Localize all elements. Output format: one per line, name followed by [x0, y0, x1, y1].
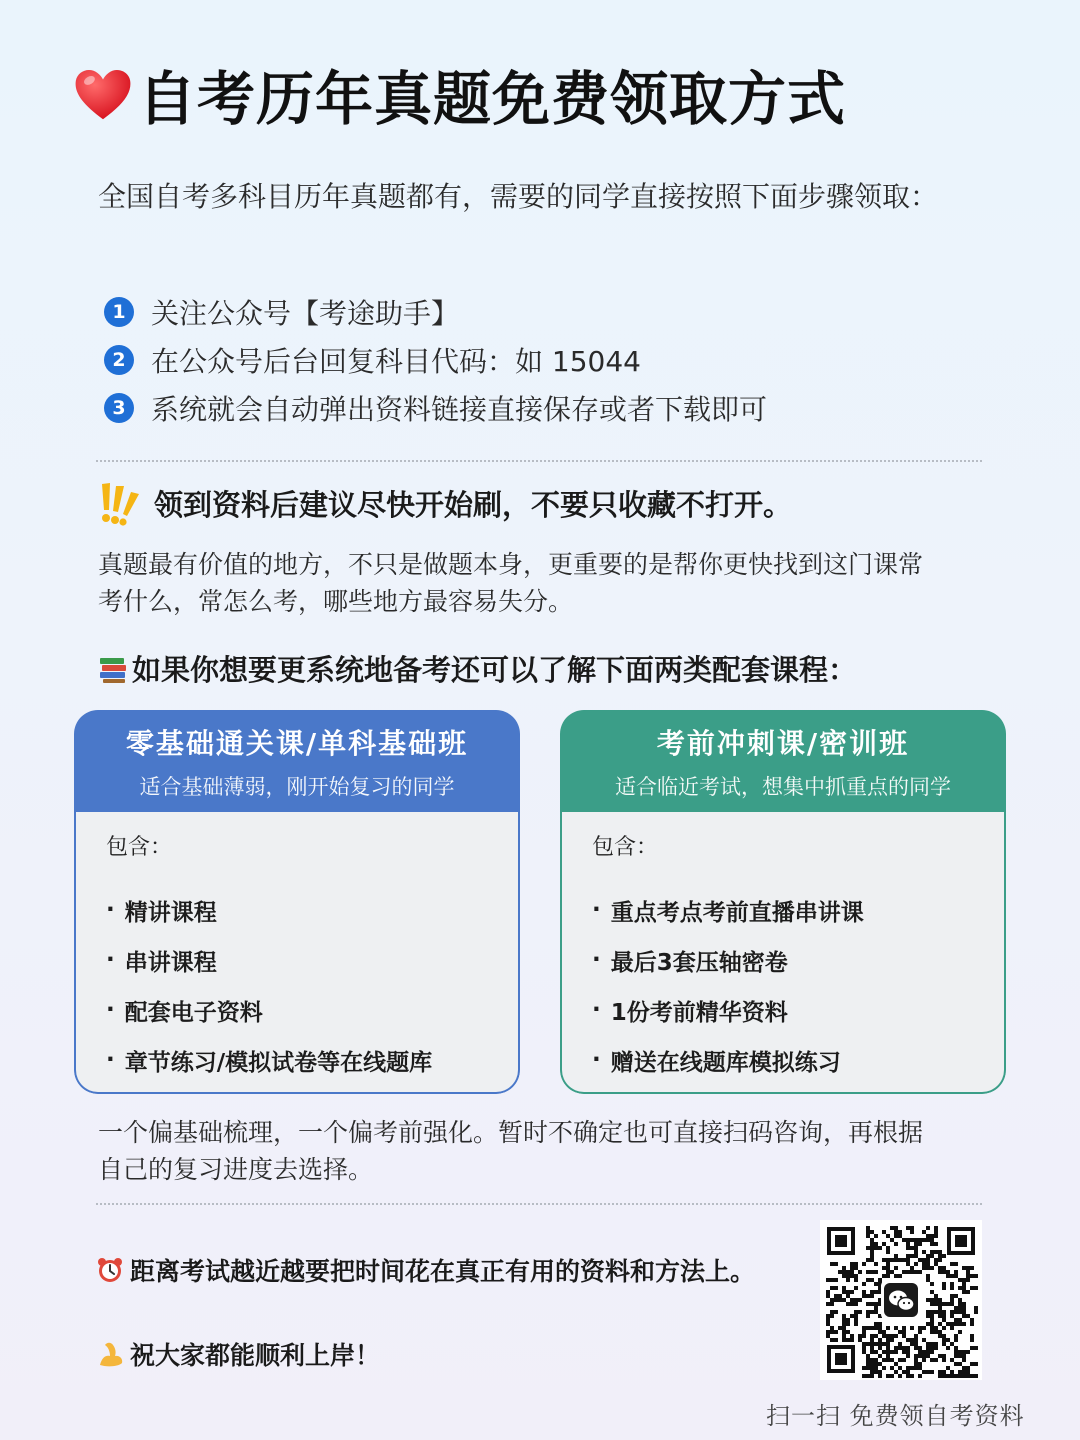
books-icon: [98, 654, 128, 684]
includes-label: 包含：: [592, 835, 659, 860]
card-item-text: 赠送在线题库模拟练习: [610, 1049, 841, 1076]
step-text: 系统就会自动弹出资料链接直接保存或者下载即可: [151, 393, 768, 426]
card-title: 零基础通关课/单科基础班: [125, 726, 469, 760]
card-list-item: · 配套电子资料: [106, 985, 518, 1035]
steps-list: [104, 288, 767, 432]
dotted-divider: [96, 1203, 982, 1205]
tip-heading: 领到资料后建议尽快开始刷，不要只收藏不打开。: [154, 487, 793, 522]
tip-heading-row: [98, 480, 792, 526]
dotted-divider: [96, 460, 982, 462]
card-list-item: · 章节练习/模拟试卷等在线题库: [106, 1035, 518, 1085]
qr-code[interactable]: [820, 1220, 982, 1380]
qr-code-pattern: [820, 1220, 982, 1380]
qr-caption: 扫一扫 免费领自考资料: [766, 1402, 1025, 1430]
title-row: [72, 52, 846, 136]
card-header: [74, 710, 520, 812]
includes-label: 包含：: [106, 835, 173, 860]
card-subtitle: 适合基础薄弱，刚开始复习的同学: [139, 774, 455, 799]
course-card-sprint[interactable]: [560, 710, 1006, 1094]
closing-text-1: 距离考试越近越要把时间花在真正有用的资料和方法上。: [130, 1257, 756, 1286]
step-item: [104, 384, 767, 432]
card-item-text: 精讲课程: [124, 899, 217, 926]
course-heading-row: [98, 648, 857, 689]
card-title: 考前冲刺课/密训班: [656, 726, 910, 760]
step-text: 关注公众号【考途助手】: [151, 297, 460, 330]
course-card-basic[interactable]: [74, 710, 520, 1094]
card-header: [560, 710, 1006, 812]
closing-row-2: [96, 1336, 380, 1372]
page-title: 自考历年真题免费领取方式: [138, 65, 847, 133]
course-heading: 如果你想要更系统地备考还可以了解下面两类配套课程：: [132, 653, 858, 687]
card-list-item: · 最后3套压轴密卷: [592, 935, 1004, 985]
card-body: [74, 812, 520, 1094]
card-list-item: · 精讲课程: [106, 885, 518, 935]
tip-body: 真题最有价值的地方，不只是做题本身，更重要的是帮你更快找到这门课常考什么，常怎么考，哪些地方最容易失分。: [98, 550, 924, 616]
step-text: 在公众号后台回复科目代码：如 15044: [151, 345, 641, 378]
exclamation-icon: [98, 480, 146, 526]
card-item-text: 最后3套压轴密卷: [610, 949, 788, 976]
step-number-badge: 1: [104, 297, 134, 327]
summary-text: 一个偏基础梳理，一个偏考前强化。暂时不确定也可直接扫码咨询，再根据自己的复习进度去选择。: [98, 1118, 924, 1184]
step-number-badge: 2: [104, 345, 134, 375]
intro-text: 全国自考多科目历年真题都有，需要的同学直接按照下面步骤领取：: [98, 180, 939, 213]
card-item-text: 章节练习/模拟试卷等在线题库: [124, 1049, 433, 1076]
card-item-text: 重点考点考前直播串讲课: [610, 899, 864, 926]
card-list-item: · 重点考点考前直播串讲课: [592, 885, 1004, 935]
card-body: [560, 812, 1006, 1094]
heart-icon: [72, 63, 134, 125]
card-item-text: 串讲课程: [124, 949, 217, 976]
card-subtitle: 适合临近考试，想集中抓重点的同学: [615, 774, 951, 799]
closing-row-1: [96, 1252, 755, 1288]
card-list-item: · 1份考前精华资料: [592, 985, 1004, 1035]
step-item: [104, 288, 767, 336]
flexed-arm-icon: [96, 1339, 126, 1369]
closing-text-2: 祝大家都能顺利上岸！: [130, 1341, 381, 1370]
step-number-badge: 3: [104, 393, 134, 423]
card-item-text: 1份考前精华资料: [610, 999, 788, 1026]
card-list-item: · 串讲课程: [106, 935, 518, 985]
alarm-clock-icon: [96, 1256, 124, 1284]
card-item-text: 配套电子资料: [124, 999, 263, 1026]
step-item: [104, 336, 767, 384]
card-list-item: · 赠送在线题库模拟练习: [592, 1035, 1004, 1085]
